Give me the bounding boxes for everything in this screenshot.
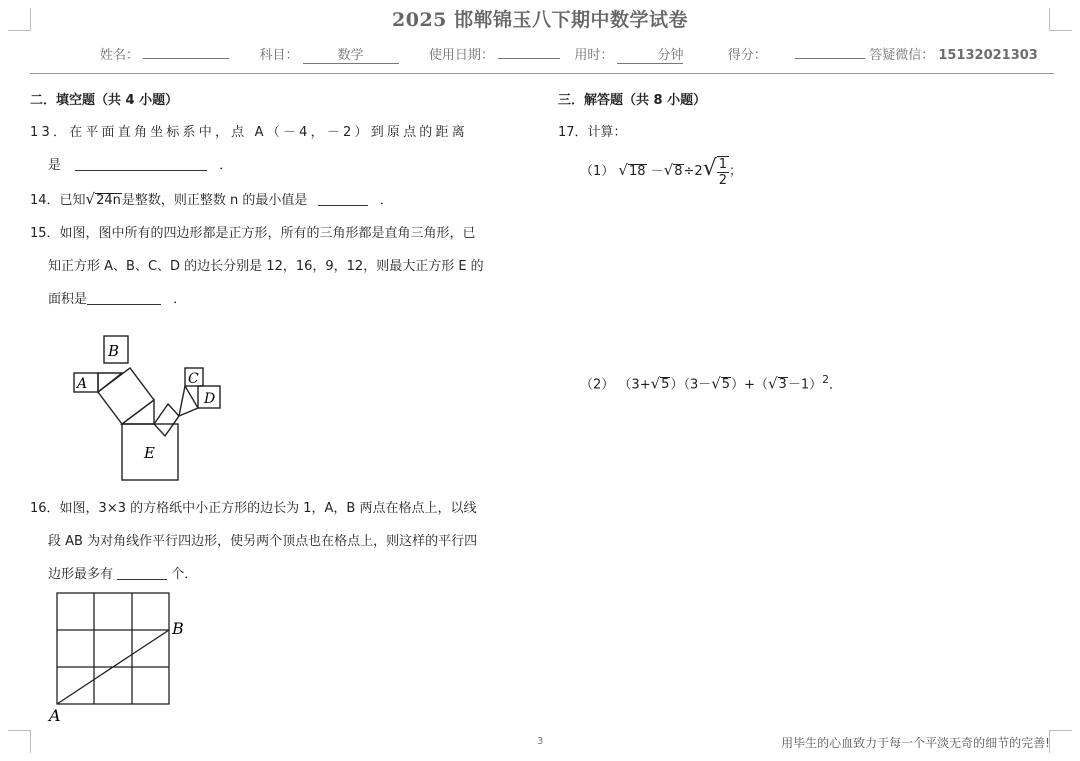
fig-label-a: A: [77, 376, 88, 392]
p1-divide: ÷2: [683, 164, 703, 179]
fill-in-section: [30, 90, 530, 725]
question-14: [30, 183, 530, 217]
time-unit: 分钟: [617, 44, 683, 64]
q16-answer-blank: [117, 565, 167, 580]
grid-outline: [57, 593, 169, 704]
q14-middle: 是整数，则正整数 n 的最小值是: [121, 193, 308, 208]
squares-figure: [48, 324, 216, 484]
question-13: [30, 122, 530, 177]
p2-radicand-5a: 5: [661, 377, 670, 393]
q13-prefix: 是: [48, 158, 62, 173]
p1-radicand-8: 8: [674, 164, 683, 179]
question-15: [30, 217, 530, 316]
q16-line2: 段 AB 为对角线作平行四边形，使另两个顶点也在格点上，则这样的平行四: [48, 534, 478, 549]
grid-figure: [44, 591, 214, 725]
question-16: [30, 492, 530, 591]
q16-line1: 16．如图，3×3 的方格纸中小正方形的边长为 1，A，B 两点在格点上，以线: [30, 501, 477, 516]
q14-suffix: ．: [379, 193, 393, 208]
p2-radicand-3: 3: [778, 377, 787, 393]
q15-line2: 知正方形 A、B、C、D 的边长分别是 12，16，9，12，则最大正方形 E 的: [48, 259, 484, 274]
grid-label-b: B: [172, 619, 184, 638]
score-label: 得分：: [727, 48, 767, 63]
page-number: 3: [537, 736, 544, 747]
fig-label-c: C: [188, 371, 199, 387]
crop-mark-bottom-right: [1049, 730, 1072, 753]
q15-suffix: ．: [173, 292, 187, 307]
header-divider: [30, 73, 1054, 74]
crop-mark-bottom-left: [8, 730, 31, 753]
p2-radicand-5b: 5: [721, 377, 731, 393]
fig-label-e: E: [144, 444, 155, 462]
q15-prefix: 面积是: [48, 292, 88, 307]
q17-part1: （1） √18 －√8÷2√ $\frac{1}{2}$ ；: [580, 156, 743, 188]
q16-prefix: 边形最多有: [48, 567, 114, 582]
grid-label-a: A: [49, 706, 61, 725]
name-blank: [143, 44, 229, 59]
p1-end: ；: [729, 164, 743, 179]
q14-answer-blank: [318, 191, 368, 206]
q13-suffix: ．: [219, 158, 233, 173]
fig-triangle-ab: [98, 373, 122, 392]
fig-triangle-cd: [179, 386, 198, 416]
date-blank: [498, 44, 560, 59]
p1-radicand-18: 18: [628, 164, 646, 179]
q15-line3: [30, 283, 530, 316]
subject-value: 数学: [303, 44, 399, 64]
solution-section: [558, 90, 1038, 393]
name-label: 姓名：: [100, 48, 140, 63]
date-label: 使用日期：: [428, 48, 494, 63]
student-info-line: [100, 44, 1038, 64]
page-title: 2025 邯郸锦玉八下期中数学试卷: [392, 9, 688, 31]
p2-exponent: 2: [822, 373, 829, 386]
fig-label-b: B: [108, 342, 120, 360]
p1-fraction: $\frac{1}{2}$: [718, 156, 728, 188]
footer-motto: 用毕生的心血致力于每一个平淡无奇的细节的完善!: [781, 736, 1050, 750]
fig-triangle-mid: [122, 400, 154, 424]
q13-line1: 13．在平面直角坐标系中，点 A（－4，－2）到原点的距离: [30, 125, 468, 140]
q13-line2: [30, 155, 530, 177]
time-label: 用时：: [574, 48, 614, 63]
q15-answer-blank: [87, 290, 161, 305]
sqrt-symbol: √: [85, 190, 96, 208]
q14-prefix: 14．已知: [30, 193, 86, 208]
section-title-fill: 二．填空题（共 4 小题）: [30, 93, 179, 108]
section-title-solve: 三．解答题（共 8 小题）: [558, 93, 707, 108]
subject-label: 科目：: [259, 48, 299, 63]
q17-part2: （2） $(3+√5)(3-√5)+(√3-1)^2$．: [580, 373, 842, 393]
q16-suffix: 个．: [171, 567, 198, 582]
p1-label: （1）: [580, 164, 615, 179]
fig-square-right-tilt: [154, 404, 179, 436]
p2-label: （2）: [580, 377, 615, 393]
q14-radicand: 24n: [96, 193, 121, 208]
fig-label-d: D: [204, 391, 216, 407]
q15-line1: 15．如图，图中所有的四边形都是正方形，所有的三角形都是直角三角形，已: [30, 226, 476, 241]
q16-line3: [30, 558, 530, 591]
q17-title: 17．计算：: [558, 125, 627, 140]
score-blank: [795, 44, 865, 59]
q13-answer-blank: [75, 156, 207, 171]
wechat-value: 15132021303: [938, 48, 1038, 63]
wechat-label: 答疑微信：: [869, 48, 935, 63]
fig-square-left-tilt: [98, 368, 154, 424]
p1-minus: －: [650, 164, 664, 179]
